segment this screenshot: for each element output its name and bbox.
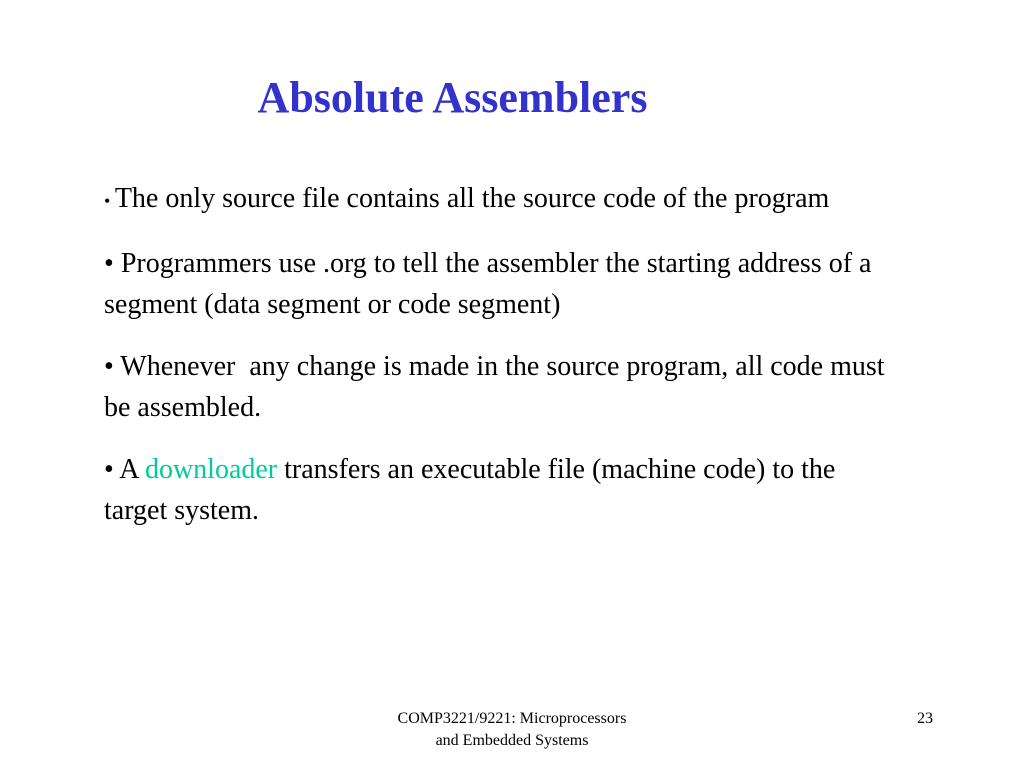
slide-title: Absolute Assemblers [257, 73, 648, 122]
footer-course-name [312, 708, 712, 752]
bullet-item-2 [104, 243, 894, 325]
bullet-text-before: A [119, 454, 145, 485]
bullet-marker: • [104, 351, 121, 382]
bullet-list [104, 178, 894, 552]
bullet-item-4 [104, 449, 894, 531]
bullet-marker: • [104, 191, 115, 211]
bullet-text: Whenever any change is made in the source program, all code must be assembled. [104, 351, 892, 423]
bullet-text-after: transfers an executable file (machine code) to the target system. [104, 454, 843, 526]
page-number: 23 [917, 710, 933, 727]
bullet-marker: • [104, 248, 121, 279]
highlighted-term: downloader [144, 454, 278, 485]
footer-line-1: COMP3221/9221: Microprocessors [397, 710, 627, 727]
bullet-text: Programmers use .org to tell the assembler the starting address of a segment (data segment or code segment) [104, 248, 872, 320]
bullet-item-3 [104, 346, 894, 428]
bullet-item-1 [104, 178, 894, 222]
footer-line-2: and Embedded Systems [435, 732, 589, 749]
bullet-text: The only source file contains all the source code of the program [114, 183, 830, 214]
bullet-marker: • [104, 454, 120, 485]
